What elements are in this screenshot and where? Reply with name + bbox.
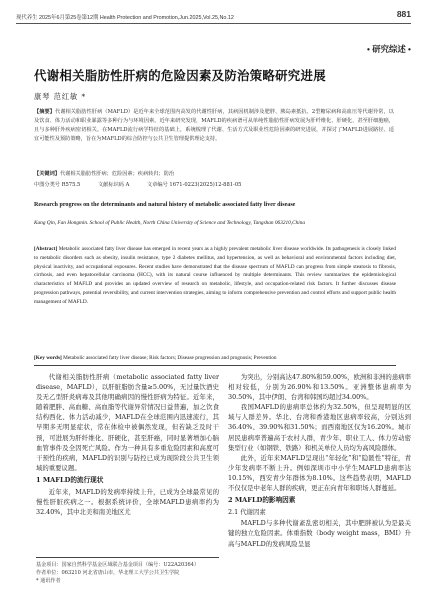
chinese-keywords — [34, 170, 394, 178]
article-title: 代谢相关脂肪性肝病的危险因素及防治策略研究进展 — [34, 68, 326, 83]
chinese-keywords-text: 代谢相关脂肪性肝病；危险因素；疾病转归；防治 — [59, 171, 175, 177]
english-abstract-label: [Abstract] — [34, 246, 58, 252]
english-keywords-label: [Key words] — [34, 355, 62, 361]
prevalence-continued-paragraph: 为突出，分别高达47.80%和59.00%，欧洲和非洲的患病率相对较低，分别为26.90%和13.50%。亚洲整体患病率为30.50%，其中伊朗、台湾和韩国均超过34.00%。 — [228, 373, 411, 402]
divider — [34, 365, 396, 366]
chinese-abstract-label: 【摘要】 — [34, 109, 56, 115]
subsection-heading-2-1: 2.1 代谢因素 — [228, 508, 266, 517]
document-code: 文献标识码 A — [98, 182, 130, 188]
trend-paragraph: 此外，近年来MAFLD呈现出“年轻化”和“隐匿性”特征，青少年发病率不断上升。例如深圳市中小学生MAFLD患病率达10.15%，西安青少年群体为8.10%。这些趋势表明，MAFLD不仅仅是中老年人群的疾病，更正在向青年和职场人群蔓延。 — [228, 453, 411, 493]
affiliation-note: 作者单位：063210 河北省唐山市，华北理工大学公共卫生学院 — [36, 570, 180, 576]
english-abstract-text: Metabolic associated fatty liver disease has emerged in recent years as a highly prevalent metabolic liver disease worldwide. Its pathogenesis is closely linked to metabolic disorders such as obesity, insulin resistance, type 2 diabetes mellitus, and hypertension, as well as behavioral and environmental factors including diet, physical inactivity, and occupational exposures. Recent studies have demonstrated that the disease spectrum of MAFLD can progress from simple steatosis to fibrosis, cirrhosis, and even hepatocellular carcinoma (HCC), with its natural course influenced by multiple determinants. This review summarizes the epidemiological characteristics of MAFLD and provides an updated overview of research on metabolic, lifestyle, and occupation-related risk factors. It further discusses disease progression pathways, potential reversibility, and current intervention strategies, aiming to inform comprehensive prevention and control efforts and support public health management of MAFLD. — [34, 246, 396, 305]
fund-note: 基金项目：国家自然科学基金区域联合基金项目（编号：U22A20364） — [36, 562, 200, 568]
body-column-left — [36, 372, 219, 517]
chinese-abstract — [34, 108, 394, 144]
section-heading-1: 1 MAFLD的流行现状 — [36, 475, 104, 484]
classification-line — [34, 181, 394, 188]
english-keywords — [34, 354, 396, 362]
footnote — [36, 557, 219, 585]
article-authors: 康琴 范红敏 * — [34, 92, 87, 101]
intro-paragraph: 代谢相关脂肪性肝病（metabolic associated fatty liver disease，MAFLD），以肝脏脂肪含量≥5.00%，无过量饮酒史及无乙型肝炎病毒及其他明确病因的慢性肝病为特征。近年来，随着肥胖、高血糖、高血脂等代谢异常情况日益普遍，加之饮食结构西化、体力活动减少，MAFLD在全球范围内迅速流行，其早期多无明显症状，常在体检中被偶然发现，但若缺乏及时干预，可进展为肝纤维化、肝硬化，甚至肝癌，同时显著增加心脑血管事件及全因死亡风险。作为一种具有多重危险因素和高度可干预性的疾病，MAFLD的识别与防控已成为现阶段公共卫生领域的重要议题。 — [36, 373, 219, 472]
journal-line: 现代养生 2025年6月第25卷第12期 Health Protection and Promotion,Jun.2025,Vol.25,No.12 — [16, 15, 234, 21]
english-authors: Kang Qin, Fan Hongmin. School of Public Health, North China University of Science and Technology, Tangshan 063210,China — [34, 220, 306, 226]
english-title: Research progress on the determinants and natural history of metabolic associated fatty liver disease — [34, 202, 296, 208]
section-tag: • 研究综述 • — [366, 44, 411, 54]
running-header — [16, 9, 411, 24]
body-column-right — [228, 372, 411, 549]
article-number: 文章编号 1671-0223(2025)12-881-05 — [147, 182, 242, 188]
chinese-keywords-label: 【关键词】 — [34, 171, 60, 177]
page-number: 881 — [396, 9, 411, 19]
section-1-paragraph: 近年来，MAFLD的发病率持续上升，已成为全球最常见的慢性肝脏疾病之一。根据系统评价，全球MAFLD患病率约为32.40%，其中北美和南美地区尤 — [36, 488, 219, 517]
section-heading-2: 2 MAFLD的影响因素 — [228, 496, 296, 505]
corresponding-note: * 通讯作者 — [36, 578, 61, 584]
china-prevalence-paragraph: 我国MAFLD的患病率总体约为32.50%，但呈现明显的区域与人群差异。华北、台湾和香港地区患病率较高，分别达到36.40%、39.90%和31.50%；而西南地区仅为16.20%。城市居民患病率普遍高于农村人群，青少年、职业工人、体力劳动密集型行业（如钢铁、铁路）和机关单位人员均为高风险群体。 — [228, 403, 411, 452]
chinese-abstract-text: 代谢相关脂肪性肝病（MAFLD）是近年来全球范围内高发的代谢性肝病，其病因机制涉及肥胖、胰岛素抵抗、2型糖尿病和高血压等代谢异常，以及饮食、体力活动和职业暴露等多种行为与环境因素。近年来研究发现，MAFLD的疾病谱可从单纯性脂肪性肝病发展为肝纤维化、肝硬化，甚至肝细胞癌，且与多种肝外疾病密切相关。在MAFLD流行病学特征的基础上，系统梳理了代谢、生活方式及职业性危险因素的研究进展，并探讨了MAFLD进展路径、适宜可能性及预防策略，旨在为MAFLD的综合防控与公共卫生管理提供理论支持。 — [34, 109, 394, 142]
metabolic-factors-paragraph: MAFLD与多种代谢紊乱密切相关，其中肥胖被认为是最关键的独立危险因素。体重指数（body weight mass，BMI）升高与MAFLD的发病风险呈显 — [228, 519, 411, 548]
english-abstract — [34, 245, 396, 307]
clc-number: 中图分类号 R575.5 — [34, 182, 81, 188]
english-keywords-text: Metabolic associated fatty liver disease; Risk factors; Disease progression and prognosis; Prevention — [63, 355, 277, 361]
